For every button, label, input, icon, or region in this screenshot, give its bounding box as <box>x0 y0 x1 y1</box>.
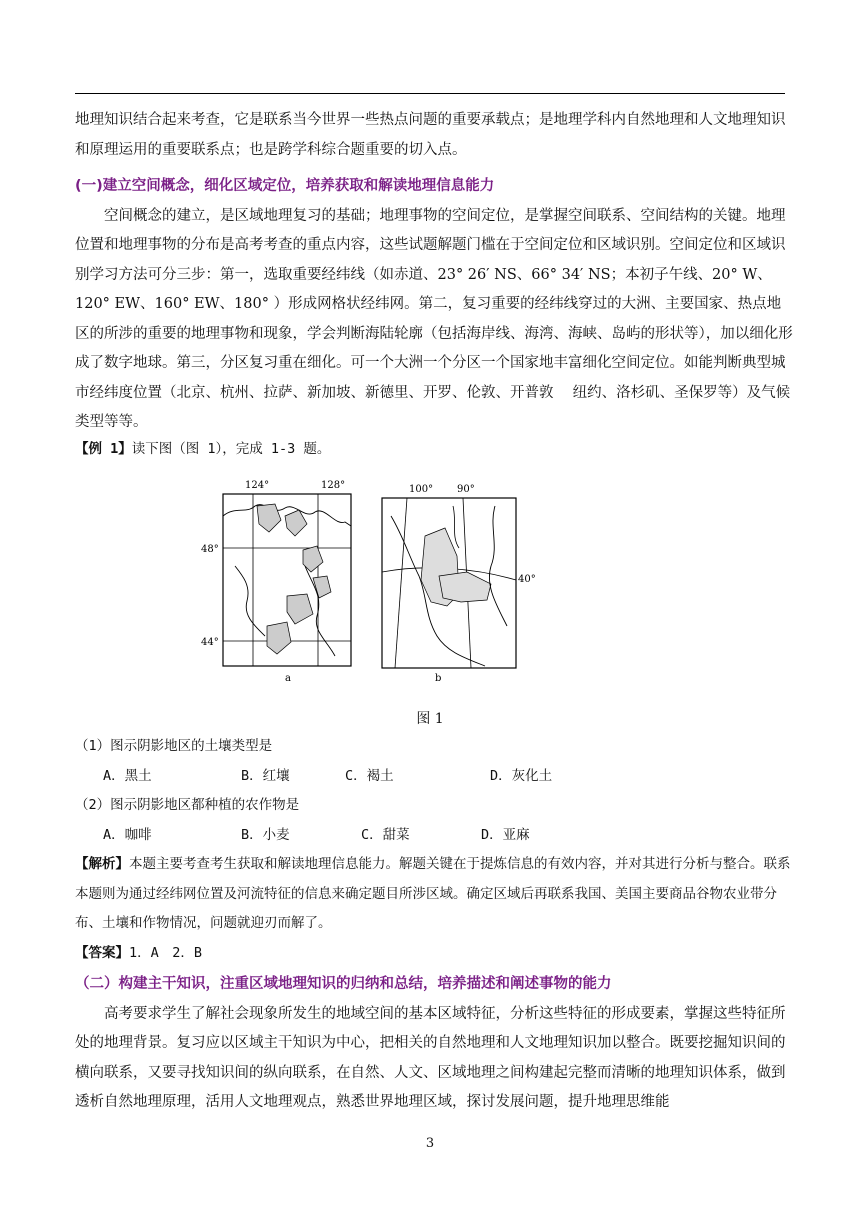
section-2-heading: （二）构建主干知识，注重区域地理知识的归纳和总结，培养描述和阐述事物的能力 <box>75 976 612 992</box>
q1-option-b: B．红壤 <box>241 767 290 784</box>
question-2-options <box>75 821 795 851</box>
example-text: 读下图（图 1），完成 1-3 题。 <box>131 441 331 457</box>
q1-option-d: D．灰化土 <box>490 767 553 784</box>
header-rule <box>75 93 785 94</box>
map-b-lon-left: 100° <box>409 484 434 495</box>
example-label: 【例 1】 <box>75 441 132 457</box>
figure-1-maps <box>195 476 555 686</box>
map-a <box>201 480 351 684</box>
map-b-lon-right: 90° <box>457 484 475 495</box>
example-1-intro <box>75 435 795 465</box>
question-1-options <box>75 762 795 792</box>
section-2 <box>75 970 795 1118</box>
answer-text: 1．A 2．B <box>129 944 203 961</box>
section-2-paragraph: 高考要求学生了解社会现象所发生的地域空间的基本区域特征，分析这些特征的形成要素，掌握这些特征所处的地理背景。复习应以区域主干知识为中心，把相关的自然地理和人文地理知识加以整合。既要挖掘知识间的横向联系，又要寻找知识间的纵向联系，在自然、人文、区域地理之间构建起完整而清晰的地理知识体系，做到透析自然地理原理，活用人文地理观点，熟悉世界地理区域，探讨发展问题，提升地理思维能 <box>75 1005 786 1110</box>
answer-label: 【答案】 <box>75 944 129 961</box>
map-b <box>382 484 536 684</box>
figure-caption: 图 1 <box>416 711 444 727</box>
q2-option-a: A．咖啡 <box>103 826 152 843</box>
intro-paragraph <box>75 106 795 165</box>
q2-option-b: B．小麦 <box>241 826 290 843</box>
map-b-lat: 40° <box>518 574 536 585</box>
analysis-text: 本题主要考查考生获取和解读地理信息能力。解题关键在于提炼信息的有效内容，并对其进行分析与整合。联系本题则为通过经纬网位置及河流特征的信息来确定题目所涉区域。确定区域后再联系我国、美国主要商品谷物农业带分布、土壤和作物情况，问题就迎刃而解了。 <box>75 856 791 931</box>
q2-option-c: C．甜菜 <box>361 826 410 843</box>
map-b-caption: b <box>435 673 442 684</box>
map-a-caption: a <box>285 673 291 684</box>
q2-option-d: D．亚麻 <box>481 826 530 843</box>
intro-text: 地理知识结合起来考查，它是联系当今世界一些热点问题的重要承载点；是地理学科内自然地理和人文地理知识和原理运用的重要联系点；也是跨学科综合题重要的切入点。 <box>75 112 786 158</box>
analysis <box>75 850 795 968</box>
section-1-heading: (一)建立空间概念，细化区域定位，培养获取和解读地理信息能力 <box>75 178 495 194</box>
section-1 <box>75 172 795 438</box>
q1-option-a: A．黑土 <box>103 767 152 784</box>
map-a-lon-right: 128° <box>321 480 346 491</box>
question-2-stem: （2）图示阴影地区都种植的农作物是 <box>75 797 300 813</box>
page-number: 3 <box>425 1136 435 1151</box>
question-1-stem: （1）图示阴影地区的土壤类型是 <box>75 738 273 754</box>
q1-option-c: C．褐土 <box>345 767 394 784</box>
section-1-paragraph: 空间概念的建立，是区域地理复习的基础；地理事物的空间定位，是掌握空间联系、空间结构的关键。地理位置和地理事物的分布是高考考查的重点内容，这些试题解题门槛在于空间定位和区域识别。空间定位和区域识别学习方法可分三步：第一，选取重要经纬线（如赤道、23° 26′ NS、66° 34′ NS；本初子午线、20° W、120° EW、160° EW、180° ）形成网格状经纬网。第二，复习重要的经纬线穿过的大洲、主要国家、热点地区的所涉的重要的地理事物和现象，学会判断海陆轮廓（包括海岸线、海湾、海峡、岛屿的形状等），加以细化形成了数字地球。第三，分区复习重在细化。可一个大洲一个分区一个国家地丰富细化空间定位。如能判断典型城市经纬度位置（北京、杭州、拉萨、新加坡、新德里、开罗、伦敦、开普敦 纽约、洛杉矶、圣保罗等）及气候类型等等。 <box>75 207 793 430</box>
map-a-lat-top: 48° <box>201 544 219 555</box>
map-a-lon-left: 124° <box>245 480 270 491</box>
analysis-label: 【解析】 <box>75 856 129 872</box>
question-1 <box>75 732 795 850</box>
map-a-lat-bottom: 44° <box>201 637 219 648</box>
